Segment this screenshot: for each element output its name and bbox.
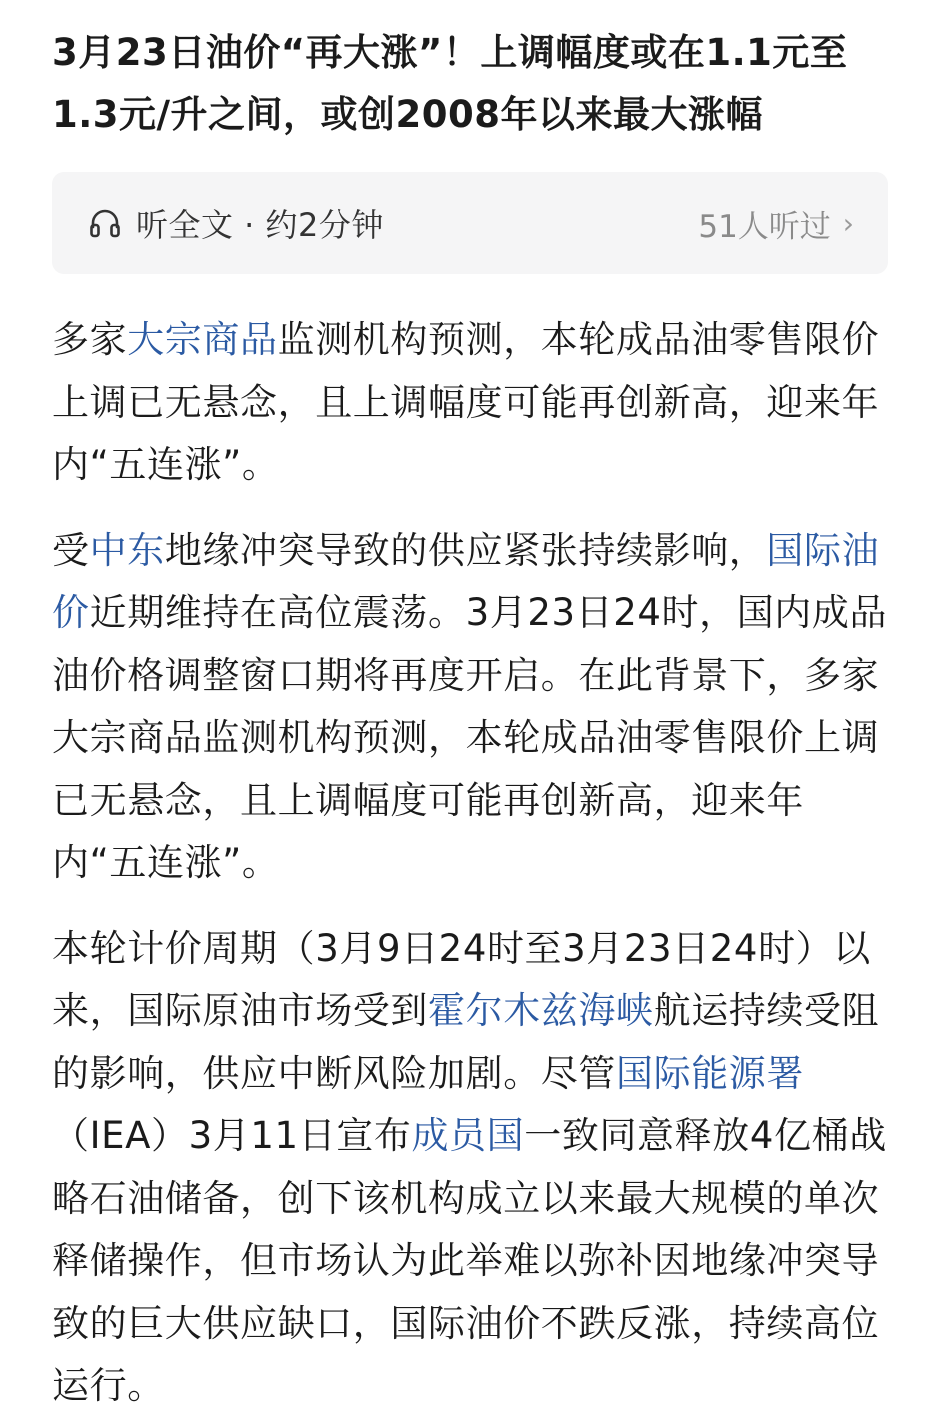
paragraph-text: 航运持续受阻的影响，供应中断风险加剧。尽管	[52, 989, 880, 1095]
link-international-oil-price[interactable]: 国际油价	[52, 528, 880, 634]
paragraph-text: 监测机构预测，本轮成品油零售限价上调已无悬念，且上调幅度可能再创新高，迎来年内“五连涨”。	[52, 318, 880, 486]
article-paragraph-1	[52, 309, 888, 497]
listen-bar-left	[88, 200, 698, 246]
headphones-icon	[88, 206, 122, 240]
paragraph-text: 一致同意释放4亿桶战略石油储备，创下该机构成立以来最大规模的单次释储操作，但市场认为此举难以弥补因地缘冲突导致的巨大供应缺口，国际油价不跌反涨，持续高位运行。	[52, 1114, 887, 1407]
paragraph-text: 多家	[52, 318, 128, 361]
link-commodities[interactable]: 大宗商品	[127, 318, 278, 361]
article-title: 3月23日油价“再大涨”！上调幅度或在1.1元至1.3元/升之间，或创2008年以来最大涨幅	[52, 31, 848, 136]
listen-duration-label: 听全文 · 约2分钟	[136, 206, 384, 244]
paragraph-text: 近期维持在高位震荡。3月23日24时，国内成品油价格调整窗口期将再度开启。在此背景下，多家大宗商品监测机构预测，本轮成品油零售限价上调已无悬念，且上调幅度可能再创新高，迎来年内“五连涨”。	[52, 591, 888, 884]
link-middle-east[interactable]: 中东	[89, 528, 165, 572]
link-strait-of-hormuz[interactable]: 霍尔木兹海峡	[428, 989, 654, 1032]
paragraph-text: 受	[52, 528, 90, 572]
link-member-countries[interactable]: 成员国	[411, 1114, 525, 1157]
article-paragraph-3	[52, 918, 888, 1418]
listener-count: 51人听过	[698, 208, 831, 245]
paragraph-text: 本轮计价周期（3月9日24时至3月23日24时）以来，国际原油市场受到	[52, 926, 871, 1032]
paragraph-text: （IEA）3月11日宣布	[52, 1114, 412, 1157]
listen-bar-right	[698, 201, 854, 246]
listen-full-text-bar[interactable]	[52, 172, 888, 274]
chevron-right-icon: ›	[842, 206, 854, 240]
link-international-energy-agency[interactable]: 国际能源署	[616, 1051, 804, 1095]
article-paragraph-2	[52, 520, 888, 895]
paragraph-text: 地缘冲突导致的供应紧张持续影响，	[164, 528, 767, 572]
